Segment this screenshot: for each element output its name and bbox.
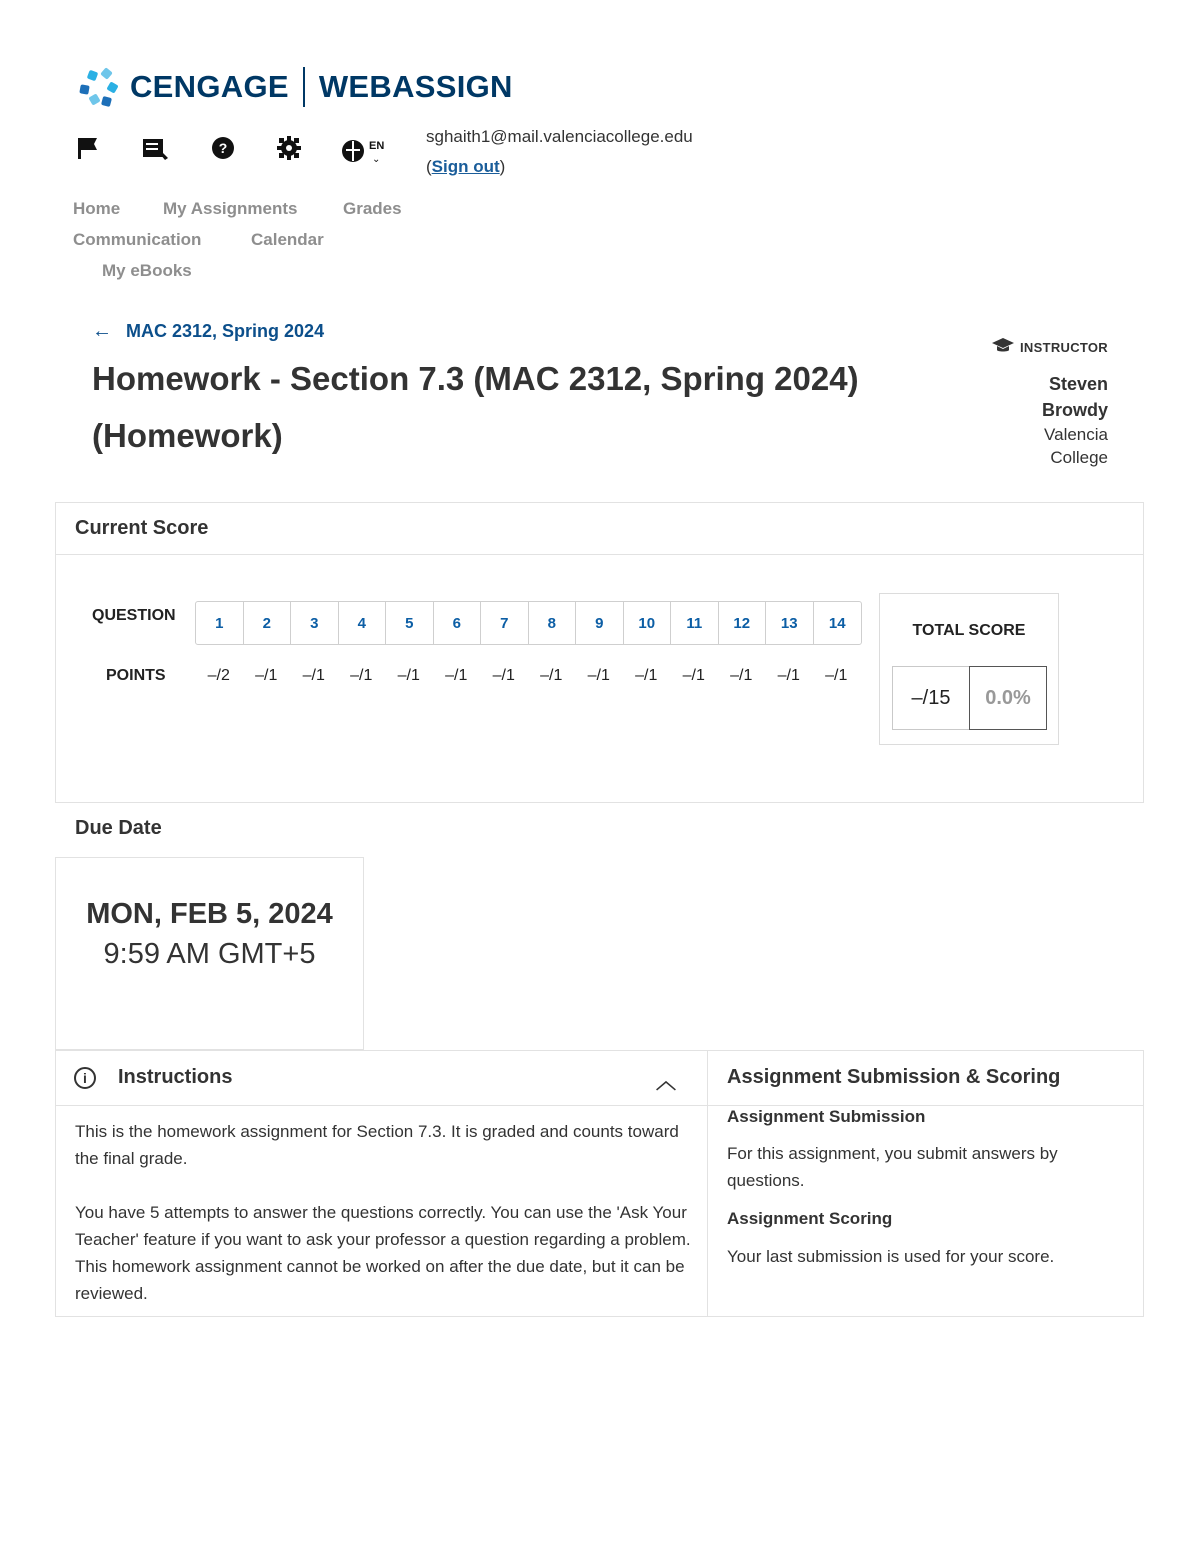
nav-home[interactable]: Home bbox=[73, 199, 121, 218]
instructor-label bbox=[992, 338, 1108, 357]
info-icon: i bbox=[74, 1067, 96, 1089]
points-value: –/1 bbox=[540, 667, 563, 684]
sign-out bbox=[426, 157, 505, 177]
sign-out-open-paren: ( bbox=[426, 157, 432, 176]
points-value: –/1 bbox=[777, 667, 800, 684]
instructions-header[interactable] bbox=[55, 1050, 708, 1106]
current-score-header bbox=[55, 502, 1144, 555]
question-button[interactable]: 8 bbox=[529, 602, 577, 644]
cengage-logo-icon bbox=[78, 65, 122, 109]
total-score-box bbox=[879, 593, 1059, 745]
points-value: –/1 bbox=[255, 667, 278, 684]
instructor-name-line2: Browdy bbox=[1041, 400, 1108, 420]
webassign-wordmark: WEBASSIGN bbox=[318, 69, 513, 104]
breadcrumb-course: MAC 2312, Spring 2024 bbox=[126, 321, 325, 341]
question-label: QUESTION bbox=[92, 607, 176, 624]
notes-icon[interactable] bbox=[142, 136, 170, 167]
question-button[interactable]: 5 bbox=[386, 602, 434, 644]
question-button[interactable]: 6 bbox=[434, 602, 482, 644]
cengage-webassign-logo bbox=[78, 62, 513, 112]
question-button[interactable]: 11 bbox=[671, 602, 719, 644]
instructor-school bbox=[992, 423, 1108, 469]
scoring-text: Your last submission is used for your score. bbox=[727, 1247, 1055, 1266]
question-button[interactable]: 10 bbox=[624, 602, 672, 644]
help-icon[interactable] bbox=[211, 136, 235, 165]
instructions-paragraph-1: This is the homework assignment for Section 7.3. It is graded and counts toward the final grade. bbox=[75, 1122, 679, 1168]
chevron-down-icon: ⌄ bbox=[372, 154, 381, 165]
due-date-box bbox=[55, 857, 364, 1050]
submission-scoring-title: Assignment Submission & Scoring bbox=[727, 1066, 1061, 1088]
points-label: POINTS bbox=[106, 667, 166, 684]
language-label: EN bbox=[369, 140, 385, 152]
nav-calendar[interactable]: Calendar bbox=[251, 230, 324, 249]
flag-icon[interactable] bbox=[76, 136, 100, 165]
current-score-title: Current Score bbox=[75, 517, 209, 539]
sign-out-link[interactable]: Sign out bbox=[431, 157, 500, 176]
language-icon[interactable] bbox=[341, 136, 385, 167]
submission-scoring-panel bbox=[707, 1105, 1144, 1317]
logo-divider bbox=[303, 67, 305, 107]
points-row bbox=[195, 667, 860, 685]
points-value: –/1 bbox=[302, 667, 325, 684]
sign-out-close-paren: ) bbox=[499, 157, 506, 176]
points-value: –/1 bbox=[445, 667, 468, 684]
points-value: –/1 bbox=[682, 667, 705, 684]
nav-my-assignments[interactable]: My Assignments bbox=[163, 199, 298, 218]
instructions-title: Instructions bbox=[118, 1066, 233, 1088]
instructor-name bbox=[992, 371, 1108, 423]
svg-text:?: ? bbox=[218, 140, 228, 156]
settings-icon[interactable] bbox=[277, 136, 301, 165]
total-score-value: –/15 bbox=[892, 666, 970, 730]
graduation-cap-icon bbox=[992, 338, 1014, 357]
scoring-title: Assignment Scoring bbox=[727, 1209, 893, 1228]
question-button[interactable]: 14 bbox=[828, 614, 846, 632]
question-nav bbox=[195, 601, 862, 645]
submission-text: For this assignment, you submit answers by questions. bbox=[727, 1144, 1058, 1190]
points-value: –/1 bbox=[635, 667, 658, 684]
total-score-percent: 0.0% bbox=[969, 666, 1047, 730]
instructor-label-text: INSTRUCTOR bbox=[1020, 340, 1108, 355]
question-button[interactable]: 4 bbox=[339, 602, 387, 644]
back-link[interactable] bbox=[92, 320, 324, 343]
user-email: sghaith1@mail.valenciacollege.edu bbox=[426, 127, 693, 146]
submission-title: Assignment Submission bbox=[727, 1107, 926, 1126]
question-button[interactable]: 12 bbox=[719, 602, 767, 644]
chevron-up-icon[interactable]: ︿ bbox=[656, 1071, 676, 1093]
nav-grades[interactable]: Grades bbox=[343, 199, 402, 218]
nav-communication[interactable]: Communication bbox=[73, 230, 202, 249]
points-value: –/1 bbox=[350, 667, 373, 684]
submission-scoring-header bbox=[707, 1050, 1144, 1106]
page-title: Homework - Section 7.3 (MAC 2312, Spring 2024) (Homework) bbox=[92, 360, 859, 454]
points-value: –/1 bbox=[825, 667, 848, 684]
cengage-wordmark: CENGAGE bbox=[130, 69, 289, 104]
question-button[interactable]: 3 bbox=[291, 602, 339, 644]
arrow-left-icon: ← bbox=[92, 320, 112, 342]
instructor-school-line2: College bbox=[1050, 448, 1108, 467]
due-date-label: Due Date bbox=[75, 817, 162, 839]
points-value: –/1 bbox=[397, 667, 420, 684]
instructor-info bbox=[992, 338, 1108, 469]
instructor-school-line1: Valencia bbox=[1044, 425, 1108, 444]
instructions-paragraph-2: You have 5 attempts to answer the questions correctly. You can use the 'Ask Your Teacher' feature if you want to ask your professor a question regarding a problem. This homework assignment cannot be worked on after the due date, but it can be reviewed. bbox=[75, 1203, 691, 1303]
instructor-name-line1: Steven bbox=[1048, 374, 1108, 394]
question-button[interactable]: 1 bbox=[196, 602, 244, 644]
total-score-label: TOTAL SCORE bbox=[912, 622, 1026, 639]
question-button[interactable]: 2 bbox=[244, 602, 292, 644]
points-value: –/1 bbox=[492, 667, 515, 684]
points-value: –/1 bbox=[730, 667, 753, 684]
due-time: 9:59 AM GMT+5 bbox=[103, 938, 316, 970]
nav-my-ebooks[interactable]: My eBooks bbox=[102, 261, 192, 280]
points-value: –/2 bbox=[207, 667, 230, 684]
due-date: MON, FEB 5, 2024 bbox=[86, 898, 333, 930]
question-button[interactable]: 13 bbox=[766, 602, 814, 644]
instructions-panel bbox=[55, 1105, 708, 1317]
question-button[interactable]: 7 bbox=[481, 602, 529, 644]
question-button[interactable]: 9 bbox=[576, 602, 624, 644]
points-value: –/1 bbox=[587, 667, 610, 684]
